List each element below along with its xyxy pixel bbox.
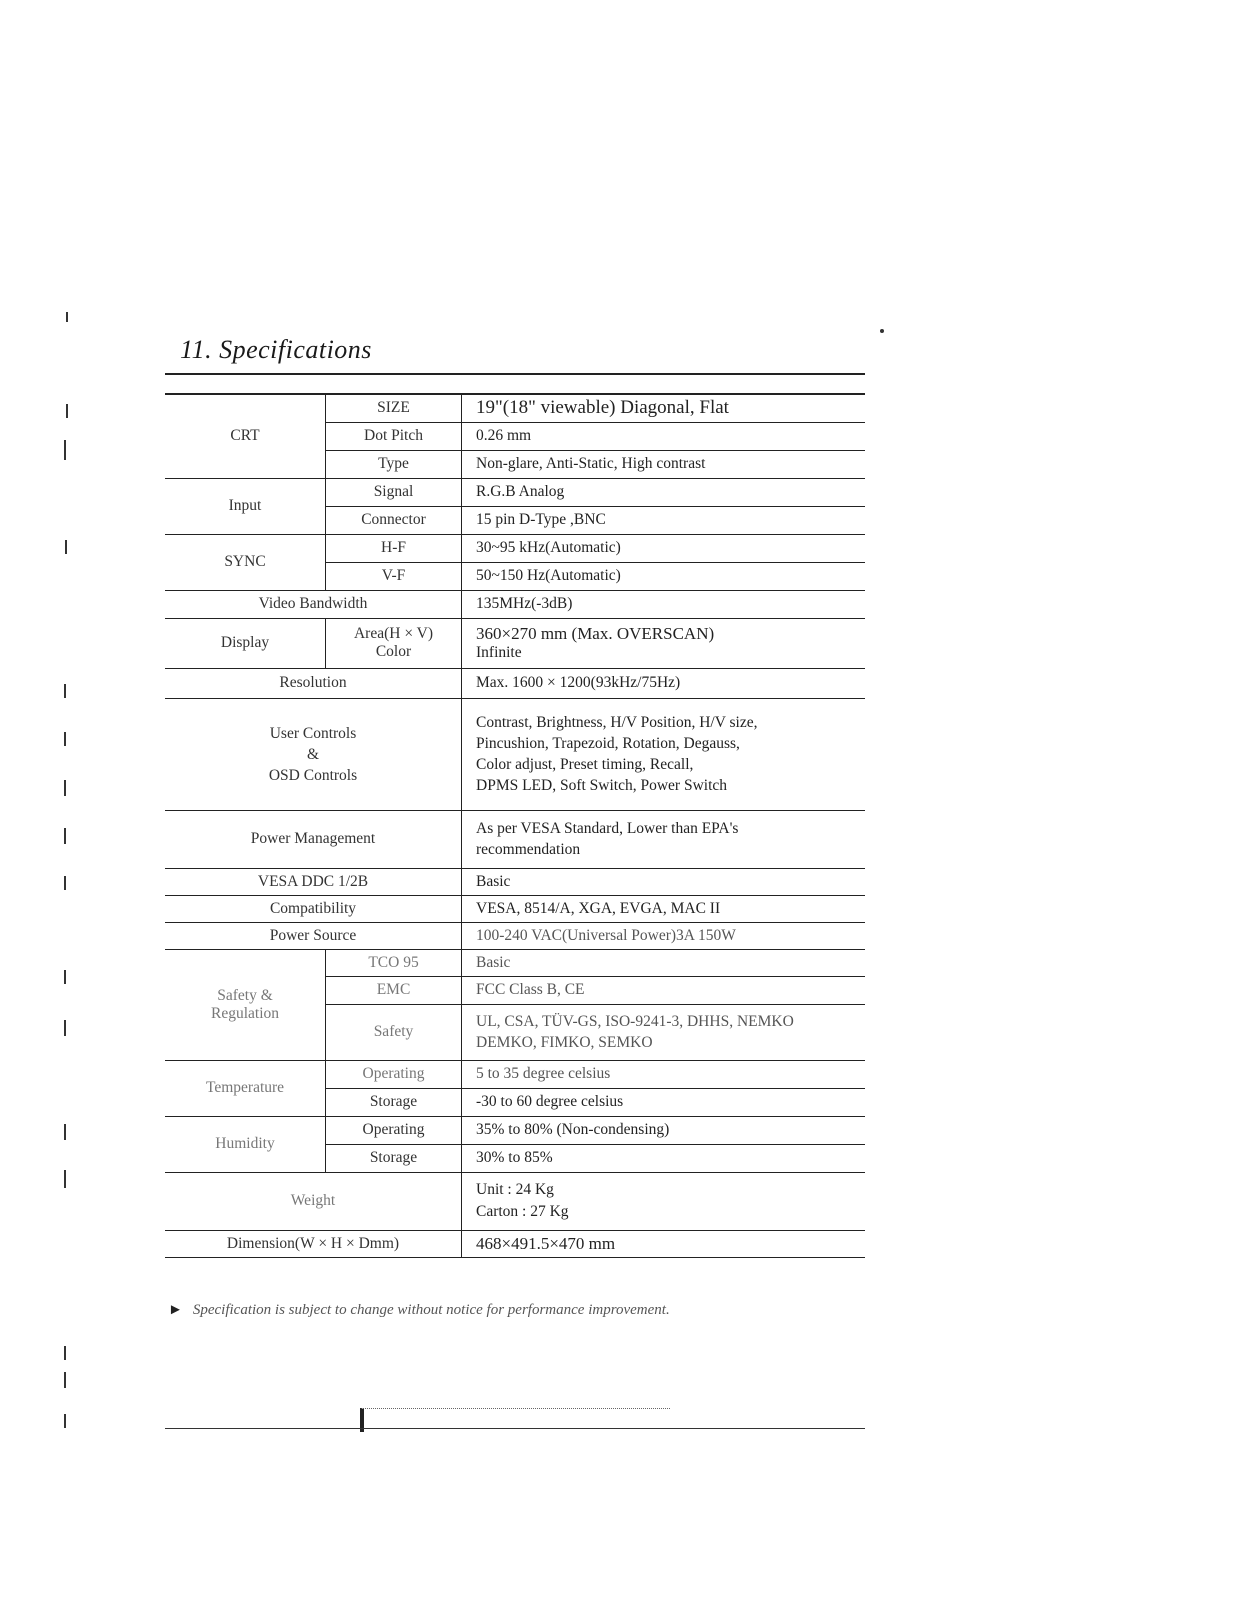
compatibility-label: Compatibility (165, 895, 462, 922)
table-row (165, 668, 865, 698)
crt-size-label: SIZE (326, 394, 462, 422)
input-signal-label: Signal (326, 478, 462, 506)
crt-type-value: Non-glare, Anti-Static, High contrast (462, 450, 866, 478)
safety-safety-label: Safety (326, 1004, 462, 1060)
notice (168, 1302, 670, 1319)
temperature-category: Temperature (165, 1060, 326, 1116)
display-area-value: 360×270 mm (Max. OVERSCAN) (476, 624, 715, 643)
temperature-storage-label: Storage (326, 1088, 462, 1116)
table-row (165, 1172, 865, 1230)
table-row (165, 895, 865, 922)
table-row (165, 810, 865, 868)
crt-type-label: Type (326, 450, 462, 478)
user-controls-label-line: & (306, 745, 320, 763)
page-title: 11. Specifications (180, 335, 372, 364)
safety-tco-label: TCO 95 (326, 949, 462, 976)
sync-vf-label: V-F (326, 562, 462, 590)
safety-safety-value-line: UL, CSA, TÜV-GS, ISO-9241-3, DHHS, NEMKO (476, 1013, 794, 1030)
dimension-label: Dimension(W × H × Dmm) (165, 1230, 462, 1257)
vesa-ddc-value: Basic (462, 868, 866, 895)
power-management-value-line: recommendation (476, 841, 581, 858)
user-controls-value (462, 698, 866, 810)
table-row (165, 1230, 865, 1257)
safety-safety-value-line: DEMKO, FIMKO, SEMKO (476, 1034, 653, 1051)
temperature-operating-value: 5 to 35 degree celsius (462, 1060, 866, 1088)
title-rule (165, 373, 865, 375)
temperature-storage-value: -30 to 60 degree celsius (462, 1088, 866, 1116)
safety-category-line: Safety & (217, 986, 273, 1004)
input-connector-label: Connector (326, 506, 462, 534)
table-row (165, 618, 865, 668)
weight-value (462, 1172, 866, 1230)
humidity-operating-label: Operating (326, 1116, 462, 1144)
safety-category-line: Regulation (210, 1004, 280, 1022)
table-row (165, 534, 865, 562)
table-row (165, 698, 865, 810)
input-connector-value: 15 pin D-Type ,BNC (462, 506, 866, 534)
temperature-operating-label: Operating (326, 1060, 462, 1088)
user-controls-label-line: OSD Controls (268, 766, 358, 784)
input-category: Input (165, 478, 326, 534)
table-row (165, 394, 865, 422)
sync-category: SYNC (165, 534, 326, 590)
display-values (462, 618, 866, 668)
table-row (165, 478, 865, 506)
weight-carton-line: Carton : 27 Kg (476, 1203, 569, 1220)
table-row (165, 949, 865, 976)
display-color-label: Color (375, 643, 412, 660)
user-controls-value-line: Color adjust, Preset timing, Recall, (476, 756, 694, 773)
safety-safety-value (462, 1004, 866, 1060)
display-category: Display (165, 618, 326, 668)
weight-label: Weight (165, 1172, 462, 1230)
safety-emc-value: FCC Class B, CE (462, 976, 866, 1004)
power-source-value: 100-240 VAC(Universal Power)3A 150W (462, 922, 866, 949)
humidity-storage-label: Storage (326, 1144, 462, 1172)
compatibility-value: VESA, 8514/A, XGA, EVGA, MAC II (462, 895, 866, 922)
weight-unit-line: Unit : 24 Kg (476, 1181, 554, 1198)
user-controls-value-line: Contrast, Brightness, H/V Position, H/V size, (476, 714, 758, 731)
humidity-operating-value: 35% to 80% (Non-condensing) (462, 1116, 866, 1144)
crt-size-value: 19"(18" viewable) Diagonal, Flat (462, 394, 866, 422)
sync-hf-label: H-F (326, 534, 462, 562)
power-management-label: Power Management (165, 810, 462, 868)
humidity-category: Humidity (165, 1116, 326, 1172)
humidity-storage-value: 30% to 85% (462, 1144, 866, 1172)
table-row (165, 590, 865, 618)
user-controls-value-line: DPMS LED, Soft Switch, Power Switch (476, 777, 728, 794)
power-management-value (462, 810, 866, 868)
user-controls-label-line: User Controls (269, 724, 357, 742)
table-row (165, 1060, 865, 1088)
safety-tco-value: Basic (462, 949, 866, 976)
user-controls-value-line: Pincushion, Trapezoid, Rotation, Degauss, (476, 735, 740, 752)
table-row (165, 922, 865, 949)
safety-category (165, 949, 326, 1060)
video-bandwidth-value: 135MHz(-3dB) (462, 590, 866, 618)
table-row (165, 868, 865, 895)
crt-dot-pitch-label: Dot Pitch (326, 422, 462, 450)
dimension-value: 468×491.5×470 mm (462, 1230, 866, 1257)
resolution-value: Max. 1600 × 1200(93kHz/75Hz) (462, 668, 866, 698)
notice-text: Specification is subject to change without notice for performance improvement. (192, 1302, 670, 1318)
input-signal-value: R.G.B Analog (462, 478, 866, 506)
power-source-label: Power Source (165, 922, 462, 949)
table-row (165, 1116, 865, 1144)
footer-rule (165, 1428, 865, 1429)
sync-hf-value: 30~95 kHz(Automatic) (462, 534, 866, 562)
vesa-ddc-label: VESA DDC 1/2B (165, 868, 462, 895)
sync-vf-value: 50~150 Hz(Automatic) (462, 562, 866, 590)
crt-category: CRT (165, 394, 326, 478)
display-area-label: Area(H × V) (353, 625, 434, 642)
resolution-label: Resolution (165, 668, 462, 698)
safety-emc-label: EMC (326, 976, 462, 1004)
video-bandwidth-label: Video Bandwidth (165, 590, 462, 618)
power-management-value-line: As per VESA Standard, Lower than EPA's (476, 820, 739, 837)
bullet-icon: ► (168, 1302, 183, 1318)
spec-table (165, 393, 865, 1258)
display-sub-labels (326, 618, 462, 668)
display-color-value: Infinite (476, 644, 522, 661)
user-controls-label (165, 698, 462, 810)
crt-dot-pitch-value: 0.26 mm (462, 422, 866, 450)
